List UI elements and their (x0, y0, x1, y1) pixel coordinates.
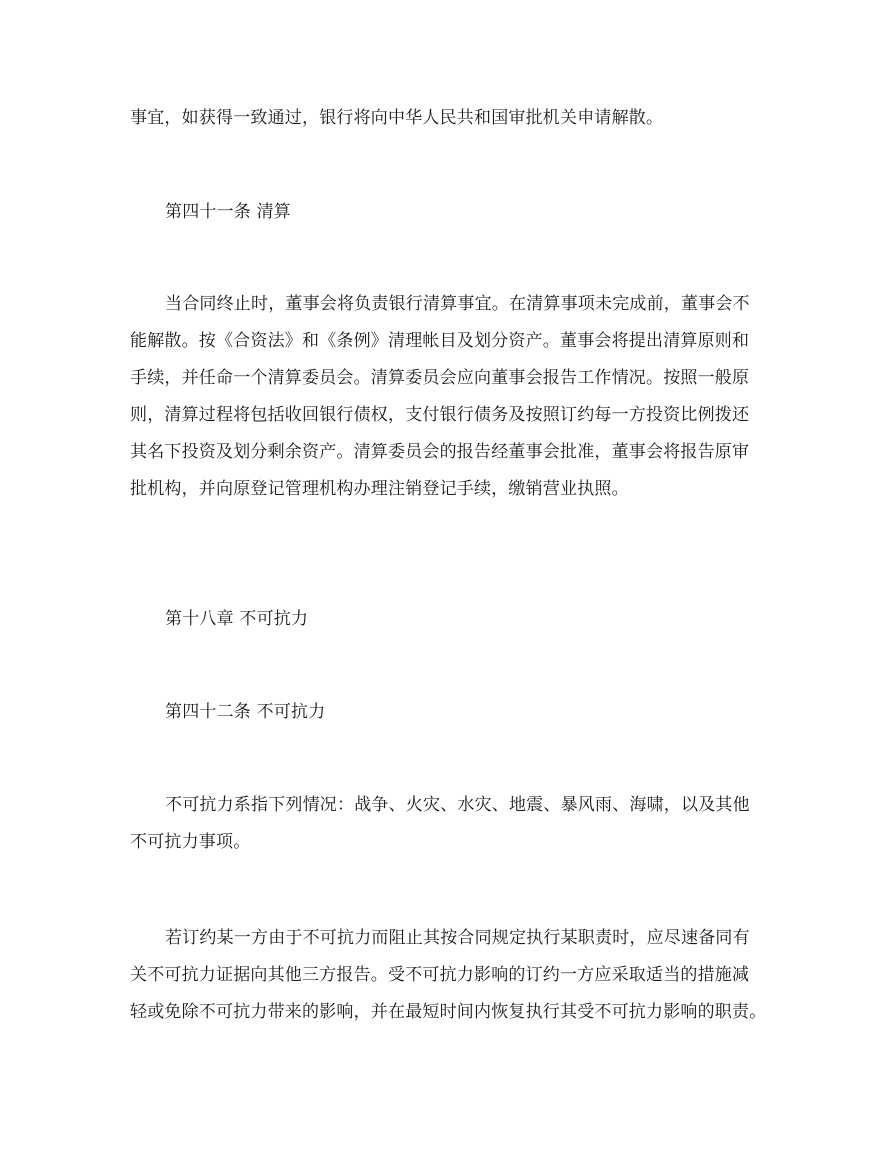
article-heading: 第四十一条 清算 (165, 202, 292, 222)
paragraph-line: 关不可抗力证据向其他三方报告。受不可抗力影响的订约一方应采取适当的措施减 (130, 965, 750, 985)
paragraph-line: 其名下投资及划分剩余资产。清算委员会的报告经董事会批准，董事会将报告原审 (130, 442, 750, 462)
paragraph-line: 事宜，如获得一致通过，银行将向中华人民共和国审批机关申请解散。 (130, 108, 664, 128)
article-heading: 第四十二条 不可抗力 (165, 702, 326, 722)
paragraph-line: 若订约某一方由于不可抗力而阻止其按合同规定执行某职责时，应尽速备同有 (165, 928, 750, 948)
paragraph-line: 不可抗力系指下列情况：战争、火灾、水灾、地震、暴风雨、海啸，以及其他 (165, 795, 750, 815)
paragraph-line: 能解散。按《合资法》和《条例》清理帐目及划分资产。董事会将提出清算原则和 (130, 331, 750, 351)
paragraph-line: 不可抗力事项。 (130, 832, 251, 852)
paragraph-line: 批机构，并向原登记管理机构办理注销登记手续，缴销营业执照。 (130, 479, 629, 499)
paragraph-line: 手续，并任命一个清算委员会。清算委员会应向董事会报告工作情况。按照一般原 (130, 368, 750, 388)
chapter-heading: 第十八章 不可抗力 (165, 609, 309, 629)
paragraph-line: 轻或免除不可抗力带来的影响，并在最短时间内恢复执行其受不可抗力影响的职责。 (130, 1002, 767, 1022)
paragraph-line: 则，清算过程将包括收回银行债权，支付银行债务及按照订约每一方投资比例拨还 (130, 405, 750, 425)
paragraph-line: 当合同终止时，董事会将负责银行清算事宜。在清算事项未完成前，董事会不 (165, 294, 750, 314)
